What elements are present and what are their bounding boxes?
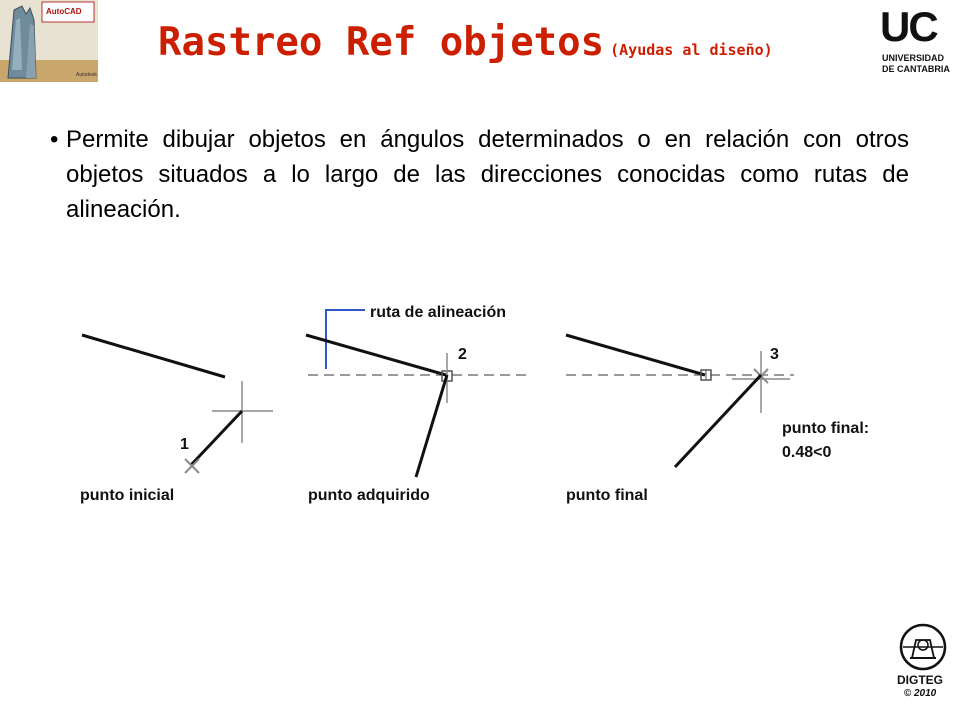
page-title [158, 20, 773, 65]
bullet-marker: • [50, 126, 59, 153]
panel-punto-inicial [80, 335, 273, 504]
panel2-caption: punto adquirido [308, 487, 430, 504]
tracking-figure [60, 295, 900, 525]
alignment-label-leader [326, 310, 365, 369]
panel2-number: 2 [458, 346, 467, 363]
panel3-rubber-band-line [675, 375, 761, 467]
panel1-caption: punto inicial [80, 487, 175, 504]
uc-logo [880, 3, 958, 76]
bullet-paragraph: Permite dibujar objetos en ángulos determinados o en relación con otros objetos situados a lo largo de las direcciones conocidas como rutas de alineación. [66, 126, 909, 223]
panel3-object-line [566, 335, 705, 375]
uc-logo-mark: UC [880, 3, 937, 50]
svg-text:AutoCAD: AutoCAD [46, 7, 82, 16]
panel-punto-final [566, 335, 869, 504]
panel1-number: 1 [180, 436, 189, 453]
panel-punto-adquirido [306, 304, 530, 504]
panel1-rubber-band-line [191, 411, 242, 465]
panel2-rubber-band-line [416, 375, 447, 477]
alignment-path-label: ruta de alineación [370, 304, 507, 321]
digteg-logo-icon [898, 622, 948, 672]
panel3-caption: punto final [566, 487, 648, 504]
uc-logo-line2: DE CANTABRIA [882, 64, 950, 74]
panel1-object-line [82, 335, 225, 377]
title-text: Rastreo Ref objetos [158, 20, 605, 65]
panel3-note-line1: punto final: [782, 420, 870, 437]
title-subtitle: (Ayudas al diseño) [610, 41, 773, 59]
panel3-note-line2: 0.48<0 [782, 444, 832, 461]
copyright-text: © 2010 [903, 688, 937, 699]
uc-logo-line1: UNIVERSIDAD [882, 53, 945, 63]
autocad-logo [0, 0, 98, 82]
digteg-label: DIGTEG [896, 673, 943, 687]
panel3-number: 3 [770, 346, 779, 363]
svg-text:Autodesk: Autodesk [76, 72, 97, 78]
